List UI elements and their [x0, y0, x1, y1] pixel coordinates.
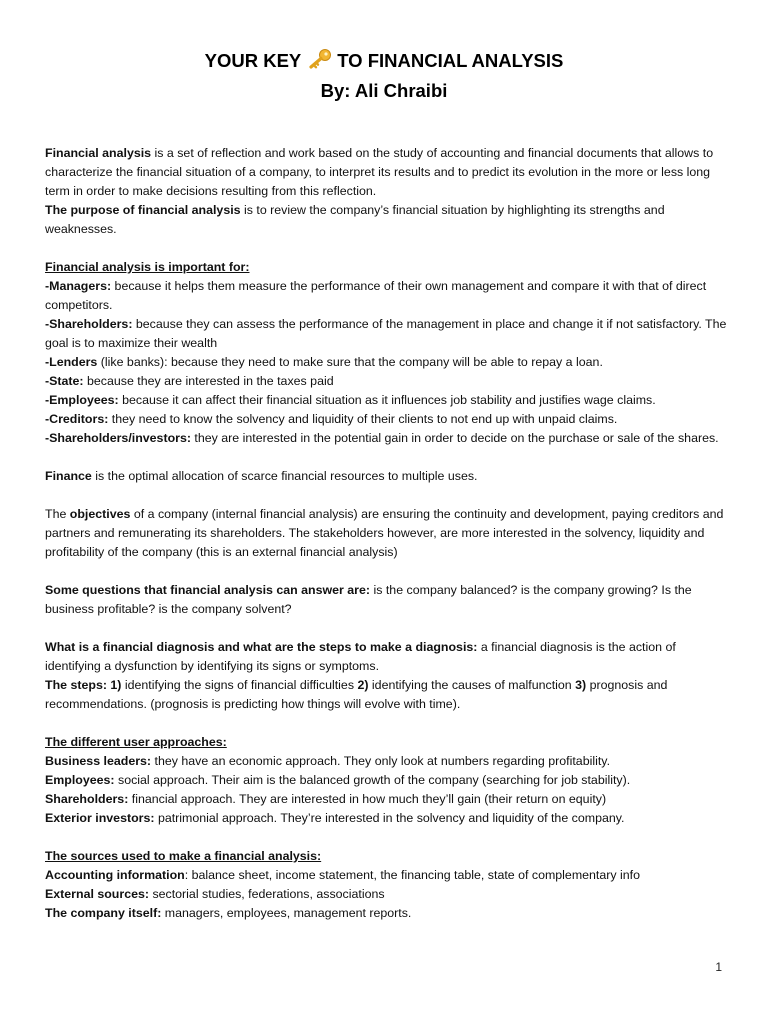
definition-term: Financial analysis — [45, 146, 152, 160]
item-text: managers, employees, management reports. — [161, 906, 412, 920]
document-body — [45, 144, 729, 923]
item-text: they are interested in the potential gain in order to decide on the purchase or sale of the shares. — [190, 431, 719, 445]
importance-item — [45, 277, 729, 315]
item-text: financial approach. They are interested in how much they’ll gain (their return on equity) — [128, 792, 607, 806]
finance-definition — [45, 467, 729, 486]
item-term: -Employees: — [45, 393, 119, 407]
approach-item — [45, 752, 729, 771]
objectives-prefix: The — [45, 507, 70, 521]
title-block — [0, 46, 768, 106]
item-term: Employees: — [45, 773, 115, 787]
item-term: -Creditors: — [45, 412, 109, 426]
key-icon — [306, 48, 332, 70]
importance-item — [45, 391, 729, 410]
item-text: social approach. Their aim is the balanced growth of the company (searching for job stability). — [114, 773, 631, 787]
item-text: because they can assess the performance of the management in place and change it if not satisfactory. The goal is to maximize their wealth — [45, 317, 727, 350]
source-item — [45, 904, 729, 923]
questions-paragraph — [45, 581, 729, 619]
diagnosis-paragraph — [45, 638, 729, 676]
source-item — [45, 866, 729, 885]
diagnosis-steps — [45, 676, 729, 714]
item-text: because they are interested in the taxes paid — [83, 374, 334, 388]
item-term: Business leaders: — [45, 754, 152, 768]
item-term: The company itself: — [45, 906, 162, 920]
purpose-term: The purpose of financial analysis — [45, 203, 241, 217]
purpose-text: is to review the company’s financial situation by highlighting its strengths and weaknesses. — [45, 203, 665, 236]
questions-text: is the company balanced? is the company growing? Is the business profitable? is the company solvent? — [45, 583, 692, 616]
finance-text: is the optimal allocation of scarce financial resources to multiple uses. — [91, 469, 478, 483]
item-term: External sources: — [45, 887, 149, 901]
sources-heading: The sources used to make a financial analysis: — [45, 849, 322, 863]
step-3-text: prognosis and recommendations. (prognosis is predicting how things will evolve with time). — [45, 678, 668, 711]
item-text: (like banks): because they need to make sure that the company will be able to repay a loan. — [97, 355, 603, 369]
step-2-text: identifying the causes of malfunction — [368, 678, 576, 692]
importance-item — [45, 429, 729, 448]
item-text: they need to know the solvency and liquidity of their clients to not end up with unpaid claims. — [108, 412, 618, 426]
item-term: -Shareholders/investors: — [45, 431, 191, 445]
item-text: patrimonial approach. They’re interested in the solvency and liquidity of the company. — [154, 811, 625, 825]
author-line: By: Ali Chraibi — [320, 80, 448, 101]
importance-item — [45, 372, 729, 391]
objectives-term: objectives — [69, 507, 131, 521]
questions-term: Some questions that financial analysis can answer are: — [45, 583, 371, 597]
definition-text: is a set of reflection and work based on the study of accounting and financial documents that allows to characterize the financial situation of a company, to interpret its results and to predict its evolution in the more or less long term in order to make decisions resulting from this reflection. — [45, 146, 714, 198]
approach-item — [45, 809, 729, 828]
importance-heading: Financial analysis is important for: — [45, 260, 250, 274]
importance-item — [45, 315, 729, 353]
approaches-heading: The different user approaches: — [45, 735, 227, 749]
approach-item — [45, 790, 729, 809]
item-term: -Managers: — [45, 279, 112, 293]
item-text: : balance sheet, income statement, the financing table, state of complementary info — [184, 868, 641, 882]
importance-item — [45, 410, 729, 429]
item-term: Shareholders: — [45, 792, 129, 806]
item-text: sectorial studies, federations, associations — [149, 887, 385, 901]
finance-term: Finance — [45, 469, 92, 483]
item-text: they have an economic approach. They only look at numbers regarding profitability. — [151, 754, 611, 768]
source-item — [45, 885, 729, 904]
item-term: -Lenders — [45, 355, 98, 369]
title-part-1: YOUR KEY — [204, 50, 301, 71]
item-term: Exterior investors: — [45, 811, 155, 825]
item-term: -Shareholders: — [45, 317, 133, 331]
page-number: 1 — [715, 960, 722, 974]
diagnosis-term: What is a financial diagnosis and what are the steps to make a diagnosis: — [45, 640, 478, 654]
objectives-paragraph — [45, 505, 729, 562]
intro-purpose — [45, 201, 729, 239]
diagnosis-text: a financial diagnosis is the action of identifying a dysfunction by identifying its signs or symptoms. — [45, 640, 676, 673]
document-title — [0, 46, 768, 76]
item-term: -State: — [45, 374, 84, 388]
approach-item — [45, 771, 729, 790]
title-part-2: TO FINANCIAL ANALYSIS — [337, 50, 564, 71]
item-text: because it can affect their financial situation as it influences job stability and justifies wage claims. — [118, 393, 656, 407]
step-3-number: 3) — [575, 678, 587, 692]
objectives-text: of a company (internal financial analysis) are ensuring the continuity and development, paying creditors and partners and remunerating its shareholders. The stakeholders however, are more interested in the solvency, liquidity and profitability of the company (this is an external financial analysis) — [45, 507, 724, 559]
steps-term: The steps: 1) — [45, 678, 122, 692]
step-1-text: identifying the signs of financial difficulties — [121, 678, 358, 692]
intro-definition — [45, 144, 729, 201]
item-text: because it helps them measure the performance of their own management and compare it with that of direct competitors. — [45, 279, 707, 312]
item-term: Accounting information — [45, 868, 185, 882]
step-2-number: 2) — [357, 678, 369, 692]
importance-item — [45, 353, 729, 372]
